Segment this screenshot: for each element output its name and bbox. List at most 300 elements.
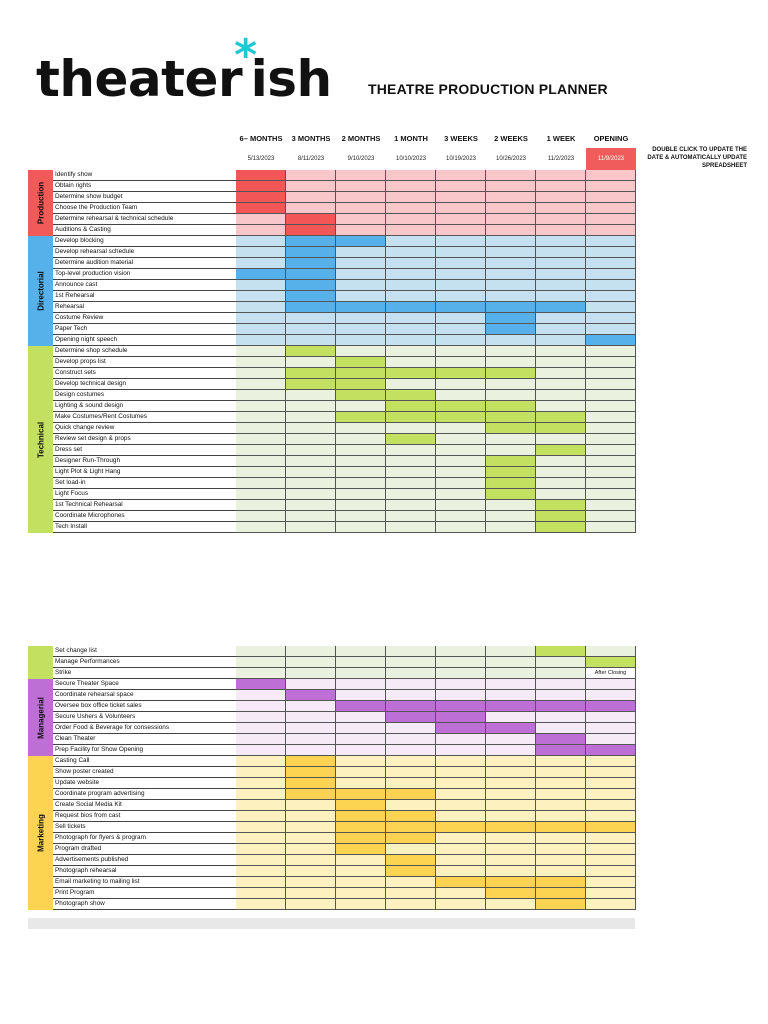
timeline-cell[interactable] <box>586 291 636 302</box>
timeline-cell[interactable] <box>386 456 436 467</box>
timeline-cell[interactable] <box>486 800 536 811</box>
timeline-cell[interactable] <box>286 324 336 335</box>
timeline-cell[interactable] <box>486 247 536 258</box>
timeline-cell[interactable] <box>586 445 636 456</box>
timeline-cell[interactable] <box>486 258 536 269</box>
timeline-cell[interactable] <box>386 822 436 833</box>
timeline-cell[interactable] <box>386 690 436 701</box>
timeline-cell[interactable] <box>286 390 336 401</box>
timeline-cell[interactable] <box>286 877 336 888</box>
timeline-cell[interactable] <box>586 855 636 866</box>
task-label[interactable]: Develop blocking <box>53 236 236 247</box>
timeline-cell[interactable] <box>236 679 286 690</box>
task-label[interactable]: Show poster created <box>53 767 236 778</box>
timeline-cell[interactable] <box>236 456 286 467</box>
timeline-cell[interactable] <box>586 467 636 478</box>
timeline-cell[interactable] <box>586 170 636 181</box>
timeline-cell[interactable] <box>486 203 536 214</box>
timeline-cell[interactable] <box>586 789 636 800</box>
timeline-cell[interactable] <box>236 214 286 225</box>
timeline-cell[interactable] <box>336 511 386 522</box>
timeline-cell[interactable] <box>586 247 636 258</box>
timeline-cell[interactable] <box>386 712 436 723</box>
timeline-cell[interactable] <box>236 291 286 302</box>
timeline-cell[interactable] <box>286 412 336 423</box>
timeline-cell[interactable] <box>336 668 386 679</box>
timeline-cell[interactable] <box>436 657 486 668</box>
timeline-cell[interactable] <box>336 701 386 712</box>
timeline-cell[interactable] <box>536 778 586 789</box>
timeline-cell[interactable] <box>386 269 436 280</box>
timeline-cell[interactable] <box>586 412 636 423</box>
timeline-cell[interactable] <box>336 236 386 247</box>
task-label[interactable]: Construct sets <box>53 368 236 379</box>
column-date-cell[interactable]: 10/19/2023 <box>445 156 477 162</box>
timeline-cell[interactable] <box>586 203 636 214</box>
timeline-cell[interactable] <box>286 767 336 778</box>
timeline-cell[interactable] <box>286 434 336 445</box>
timeline-cell[interactable] <box>286 456 336 467</box>
timeline-cell[interactable] <box>586 734 636 745</box>
timeline-cell[interactable] <box>386 522 436 533</box>
timeline-cell[interactable] <box>436 269 486 280</box>
timeline-cell[interactable] <box>286 701 336 712</box>
timeline-cell[interactable] <box>286 833 336 844</box>
timeline-cell[interactable] <box>436 445 486 456</box>
timeline-cell[interactable] <box>486 734 536 745</box>
timeline-cell[interactable] <box>486 767 536 778</box>
task-label[interactable]: Obtain rights <box>53 181 236 192</box>
column-date-cell[interactable]: 10/10/2023 <box>395 156 427 162</box>
timeline-cell[interactable] <box>286 423 336 434</box>
timeline-cell[interactable] <box>336 280 386 291</box>
timeline-cell[interactable] <box>236 489 286 500</box>
timeline-cell[interactable] <box>536 500 586 511</box>
timeline-cell[interactable] <box>536 489 586 500</box>
timeline-cell[interactable] <box>486 756 536 767</box>
timeline-cell[interactable] <box>286 335 336 346</box>
timeline-cell[interactable] <box>436 467 486 478</box>
timeline-cell[interactable] <box>336 899 386 910</box>
timeline-cell[interactable] <box>436 833 486 844</box>
timeline-cell[interactable] <box>386 379 436 390</box>
timeline-cell[interactable] <box>236 379 286 390</box>
task-label[interactable]: Determine audition material <box>53 258 236 269</box>
timeline-cell[interactable] <box>486 657 536 668</box>
timeline-cell[interactable] <box>486 511 536 522</box>
timeline-cell[interactable] <box>286 302 336 313</box>
timeline-cell[interactable] <box>336 357 386 368</box>
timeline-cell[interactable] <box>236 423 286 434</box>
task-label[interactable]: Opening night speech <box>53 335 236 346</box>
timeline-cell[interactable] <box>386 888 436 899</box>
timeline-cell[interactable] <box>586 888 636 899</box>
timeline-cell[interactable] <box>436 723 486 734</box>
timeline-cell[interactable] <box>236 745 286 756</box>
timeline-cell[interactable] <box>236 877 286 888</box>
timeline-cell[interactable] <box>386 855 436 866</box>
timeline-cell[interactable] <box>586 401 636 412</box>
timeline-cell[interactable] <box>486 170 536 181</box>
timeline-cell[interactable] <box>536 335 586 346</box>
timeline-cell[interactable] <box>536 214 586 225</box>
timeline-cell[interactable] <box>436 368 486 379</box>
task-label[interactable]: Update website <box>53 778 236 789</box>
task-label[interactable]: Photograph rehearsal <box>53 866 236 877</box>
task-label[interactable]: Develop technical design <box>53 379 236 390</box>
timeline-cell[interactable] <box>586 456 636 467</box>
timeline-cell[interactable] <box>286 712 336 723</box>
timeline-cell[interactable] <box>286 745 336 756</box>
timeline-cell[interactable] <box>336 657 386 668</box>
timeline-cell[interactable] <box>236 522 286 533</box>
timeline-cell[interactable] <box>586 346 636 357</box>
timeline-cell[interactable] <box>336 225 386 236</box>
timeline-cell[interactable] <box>336 192 386 203</box>
timeline-cell[interactable] <box>386 866 436 877</box>
timeline-cell[interactable] <box>386 511 436 522</box>
task-label[interactable]: Coordinate program advertising <box>53 789 236 800</box>
task-label[interactable]: Top-level production vision <box>53 269 236 280</box>
task-label[interactable]: Lighting & sound design <box>53 401 236 412</box>
timeline-cell[interactable] <box>336 434 386 445</box>
timeline-cell[interactable] <box>286 888 336 899</box>
timeline-cell[interactable] <box>286 236 336 247</box>
timeline-cell[interactable] <box>286 679 336 690</box>
timeline-cell[interactable] <box>236 467 286 478</box>
timeline-cell[interactable] <box>236 811 286 822</box>
timeline-cell[interactable] <box>236 192 286 203</box>
timeline-cell[interactable] <box>336 723 386 734</box>
timeline-cell[interactable] <box>486 379 536 390</box>
timeline-cell[interactable] <box>236 778 286 789</box>
timeline-cell[interactable] <box>586 489 636 500</box>
timeline-cell[interactable] <box>236 657 286 668</box>
timeline-cell[interactable] <box>486 445 536 456</box>
task-label[interactable]: Coordinate Microphones <box>53 511 236 522</box>
timeline-cell[interactable] <box>436 214 486 225</box>
timeline-cell[interactable] <box>386 679 436 690</box>
timeline-cell[interactable] <box>586 368 636 379</box>
timeline-cell[interactable] <box>536 346 586 357</box>
timeline-cell[interactable] <box>536 192 586 203</box>
timeline-cell[interactable] <box>236 434 286 445</box>
timeline-cell[interactable] <box>236 822 286 833</box>
task-label[interactable]: Set load-in <box>53 478 236 489</box>
timeline-cell[interactable] <box>286 170 336 181</box>
timeline-cell[interactable] <box>386 225 436 236</box>
timeline-cell[interactable] <box>286 192 336 203</box>
timeline-cell[interactable] <box>386 844 436 855</box>
timeline-cell[interactable] <box>486 181 536 192</box>
timeline-cell[interactable] <box>336 778 386 789</box>
timeline-cell[interactable] <box>436 767 486 778</box>
timeline-cell[interactable] <box>236 346 286 357</box>
timeline-cell[interactable]: After Closing <box>586 668 636 679</box>
timeline-cell[interactable] <box>286 789 336 800</box>
timeline-cell[interactable] <box>436 800 486 811</box>
task-label[interactable]: Tech Install <box>53 522 236 533</box>
timeline-cell[interactable] <box>386 258 436 269</box>
timeline-cell[interactable] <box>236 236 286 247</box>
timeline-cell[interactable] <box>236 368 286 379</box>
timeline-cell[interactable] <box>336 522 386 533</box>
timeline-cell[interactable] <box>386 789 436 800</box>
timeline-cell[interactable] <box>536 203 586 214</box>
timeline-cell[interactable] <box>436 423 486 434</box>
timeline-cell[interactable] <box>336 833 386 844</box>
timeline-cell[interactable] <box>436 745 486 756</box>
task-label[interactable]: Identify show <box>53 170 236 181</box>
timeline-cell[interactable] <box>386 423 436 434</box>
timeline-cell[interactable] <box>286 203 336 214</box>
task-label[interactable]: Choose the Production Team <box>53 203 236 214</box>
column-date-cell[interactable]: 5/13/2023 <box>247 156 275 162</box>
timeline-cell[interactable] <box>536 679 586 690</box>
timeline-cell[interactable] <box>536 734 586 745</box>
timeline-cell[interactable] <box>486 291 536 302</box>
timeline-cell[interactable] <box>386 500 436 511</box>
timeline-cell[interactable] <box>586 225 636 236</box>
timeline-cell[interactable] <box>236 269 286 280</box>
timeline-cell[interactable] <box>386 346 436 357</box>
timeline-cell[interactable] <box>286 247 336 258</box>
timeline-cell[interactable] <box>286 899 336 910</box>
column-date-cell[interactable]: 8/11/2023 <box>297 156 325 162</box>
timeline-cell[interactable] <box>436 734 486 745</box>
timeline-cell[interactable] <box>436 522 486 533</box>
timeline-cell[interactable] <box>436 701 486 712</box>
timeline-cell[interactable] <box>436 855 486 866</box>
task-label[interactable]: 1st Technical Rehearsal <box>53 500 236 511</box>
timeline-cell[interactable] <box>586 302 636 313</box>
timeline-cell[interactable] <box>386 723 436 734</box>
timeline-cell[interactable] <box>286 291 336 302</box>
timeline-cell[interactable] <box>386 214 436 225</box>
timeline-cell[interactable] <box>286 225 336 236</box>
timeline-cell[interactable] <box>286 756 336 767</box>
timeline-cell[interactable] <box>236 478 286 489</box>
timeline-cell[interactable] <box>236 324 286 335</box>
timeline-cell[interactable] <box>336 313 386 324</box>
timeline-cell[interactable] <box>536 434 586 445</box>
timeline-cell[interactable] <box>436 412 486 423</box>
task-label[interactable]: Oversee box office ticket sales <box>53 701 236 712</box>
timeline-cell[interactable] <box>536 445 586 456</box>
task-label[interactable]: 1st Rehearsal <box>53 291 236 302</box>
timeline-cell[interactable] <box>436 280 486 291</box>
timeline-cell[interactable] <box>386 745 436 756</box>
task-label[interactable]: Design costumes <box>53 390 236 401</box>
timeline-cell[interactable] <box>536 888 586 899</box>
timeline-cell[interactable] <box>236 412 286 423</box>
timeline-cell[interactable] <box>286 844 336 855</box>
timeline-cell[interactable] <box>336 412 386 423</box>
timeline-cell[interactable] <box>536 181 586 192</box>
timeline-cell[interactable] <box>386 899 436 910</box>
timeline-cell[interactable] <box>436 324 486 335</box>
timeline-cell[interactable] <box>586 745 636 756</box>
timeline-cell[interactable] <box>536 723 586 734</box>
timeline-cell[interactable] <box>336 888 386 899</box>
task-label[interactable]: Manage Performances <box>53 657 236 668</box>
timeline-cell[interactable] <box>336 467 386 478</box>
timeline-cell[interactable] <box>586 723 636 734</box>
timeline-cell[interactable] <box>286 855 336 866</box>
timeline-cell[interactable] <box>536 690 586 701</box>
timeline-cell[interactable] <box>436 291 486 302</box>
timeline-cell[interactable] <box>286 401 336 412</box>
timeline-cell[interactable] <box>486 236 536 247</box>
timeline-cell[interactable] <box>386 401 436 412</box>
timeline-cell[interactable] <box>386 247 436 258</box>
timeline-cell[interactable] <box>386 767 436 778</box>
timeline-cell[interactable] <box>236 500 286 511</box>
timeline-cell[interactable] <box>336 855 386 866</box>
timeline-cell[interactable] <box>336 712 386 723</box>
timeline-cell[interactable] <box>486 192 536 203</box>
timeline-cell[interactable] <box>236 800 286 811</box>
timeline-cell[interactable] <box>236 712 286 723</box>
task-label[interactable]: Request bios from cast <box>53 811 236 822</box>
timeline-cell[interactable] <box>536 712 586 723</box>
timeline-cell[interactable] <box>436 822 486 833</box>
timeline-cell[interactable] <box>286 269 336 280</box>
timeline-cell[interactable] <box>436 456 486 467</box>
timeline-cell[interactable] <box>436 247 486 258</box>
timeline-cell[interactable] <box>586 511 636 522</box>
timeline-cell[interactable] <box>386 390 436 401</box>
timeline-cell[interactable] <box>386 668 436 679</box>
timeline-cell[interactable] <box>336 379 386 390</box>
timeline-cell[interactable] <box>236 756 286 767</box>
timeline-cell[interactable] <box>236 258 286 269</box>
task-label[interactable]: Prep Facility for Show Opening <box>53 745 236 756</box>
timeline-cell[interactable] <box>486 522 536 533</box>
task-label[interactable]: Develop rehearsal schedule <box>53 247 236 258</box>
timeline-cell[interactable] <box>386 657 436 668</box>
task-label[interactable]: Auditions & Casting <box>53 225 236 236</box>
timeline-cell[interactable] <box>436 646 486 657</box>
timeline-cell[interactable] <box>336 489 386 500</box>
timeline-cell[interactable] <box>486 712 536 723</box>
timeline-cell[interactable] <box>386 833 436 844</box>
timeline-cell[interactable] <box>386 877 436 888</box>
timeline-cell[interactable] <box>536 291 586 302</box>
timeline-cell[interactable] <box>486 866 536 877</box>
timeline-cell[interactable] <box>586 500 636 511</box>
timeline-cell[interactable] <box>236 668 286 679</box>
timeline-cell[interactable] <box>386 192 436 203</box>
timeline-cell[interactable] <box>436 844 486 855</box>
column-date-cell[interactable]: 10/26/2023 <box>495 156 527 162</box>
timeline-cell[interactable] <box>286 778 336 789</box>
timeline-cell[interactable] <box>486 833 536 844</box>
task-label[interactable]: Announce cast <box>53 280 236 291</box>
timeline-cell[interactable] <box>386 412 436 423</box>
timeline-cell[interactable] <box>536 401 586 412</box>
timeline-cell[interactable] <box>486 690 536 701</box>
task-label[interactable]: Clean Theater <box>53 734 236 745</box>
timeline-cell[interactable] <box>436 811 486 822</box>
timeline-cell[interactable] <box>436 390 486 401</box>
timeline-cell[interactable] <box>236 888 286 899</box>
timeline-cell[interactable] <box>536 170 586 181</box>
timeline-cell[interactable] <box>586 181 636 192</box>
timeline-cell[interactable] <box>336 734 386 745</box>
timeline-cell[interactable] <box>586 778 636 789</box>
timeline-cell[interactable] <box>586 522 636 533</box>
timeline-cell[interactable] <box>236 899 286 910</box>
timeline-cell[interactable] <box>336 346 386 357</box>
timeline-cell[interactable] <box>586 877 636 888</box>
timeline-cell[interactable] <box>536 822 586 833</box>
timeline-cell[interactable] <box>486 225 536 236</box>
task-label[interactable]: Develop props list <box>53 357 236 368</box>
timeline-cell[interactable] <box>286 368 336 379</box>
timeline-cell[interactable] <box>586 646 636 657</box>
timeline-cell[interactable] <box>486 489 536 500</box>
timeline-cell[interactable] <box>386 236 436 247</box>
timeline-cell[interactable] <box>536 899 586 910</box>
timeline-cell[interactable] <box>436 313 486 324</box>
timeline-cell[interactable] <box>386 280 436 291</box>
task-label[interactable]: Secure Ushers & Volunteers <box>53 712 236 723</box>
timeline-cell[interactable] <box>386 181 436 192</box>
timeline-cell[interactable] <box>336 679 386 690</box>
column-date-cell[interactable]: 11/2/2023 <box>547 156 575 162</box>
timeline-cell[interactable] <box>486 646 536 657</box>
timeline-cell[interactable] <box>436 181 486 192</box>
timeline-cell[interactable] <box>536 390 586 401</box>
timeline-cell[interactable] <box>536 247 586 258</box>
timeline-cell[interactable] <box>236 646 286 657</box>
timeline-cell[interactable] <box>236 445 286 456</box>
timeline-cell[interactable] <box>236 767 286 778</box>
timeline-cell[interactable] <box>586 258 636 269</box>
timeline-cell[interactable] <box>586 756 636 767</box>
task-label[interactable]: Secure Theater Space <box>53 679 236 690</box>
timeline-cell[interactable] <box>586 335 636 346</box>
timeline-cell[interactable] <box>536 866 586 877</box>
timeline-cell[interactable] <box>386 646 436 657</box>
timeline-cell[interactable] <box>336 478 386 489</box>
timeline-cell[interactable] <box>286 657 336 668</box>
timeline-cell[interactable] <box>486 368 536 379</box>
timeline-cell[interactable] <box>486 302 536 313</box>
timeline-cell[interactable] <box>236 690 286 701</box>
timeline-cell[interactable] <box>536 313 586 324</box>
timeline-cell[interactable] <box>336 866 386 877</box>
timeline-cell[interactable] <box>436 170 486 181</box>
timeline-cell[interactable] <box>536 657 586 668</box>
timeline-cell[interactable] <box>536 701 586 712</box>
timeline-cell[interactable] <box>236 302 286 313</box>
task-label[interactable]: Rehearsal <box>53 302 236 313</box>
timeline-cell[interactable] <box>336 745 386 756</box>
timeline-cell[interactable] <box>436 203 486 214</box>
task-label[interactable]: Program drafted <box>53 844 236 855</box>
timeline-cell[interactable] <box>586 701 636 712</box>
timeline-cell[interactable] <box>536 511 586 522</box>
timeline-cell[interactable] <box>236 225 286 236</box>
timeline-cell[interactable] <box>236 390 286 401</box>
timeline-cell[interactable] <box>386 335 436 346</box>
timeline-cell[interactable] <box>486 478 536 489</box>
timeline-cell[interactable] <box>386 170 436 181</box>
timeline-cell[interactable] <box>336 258 386 269</box>
timeline-cell[interactable] <box>436 511 486 522</box>
